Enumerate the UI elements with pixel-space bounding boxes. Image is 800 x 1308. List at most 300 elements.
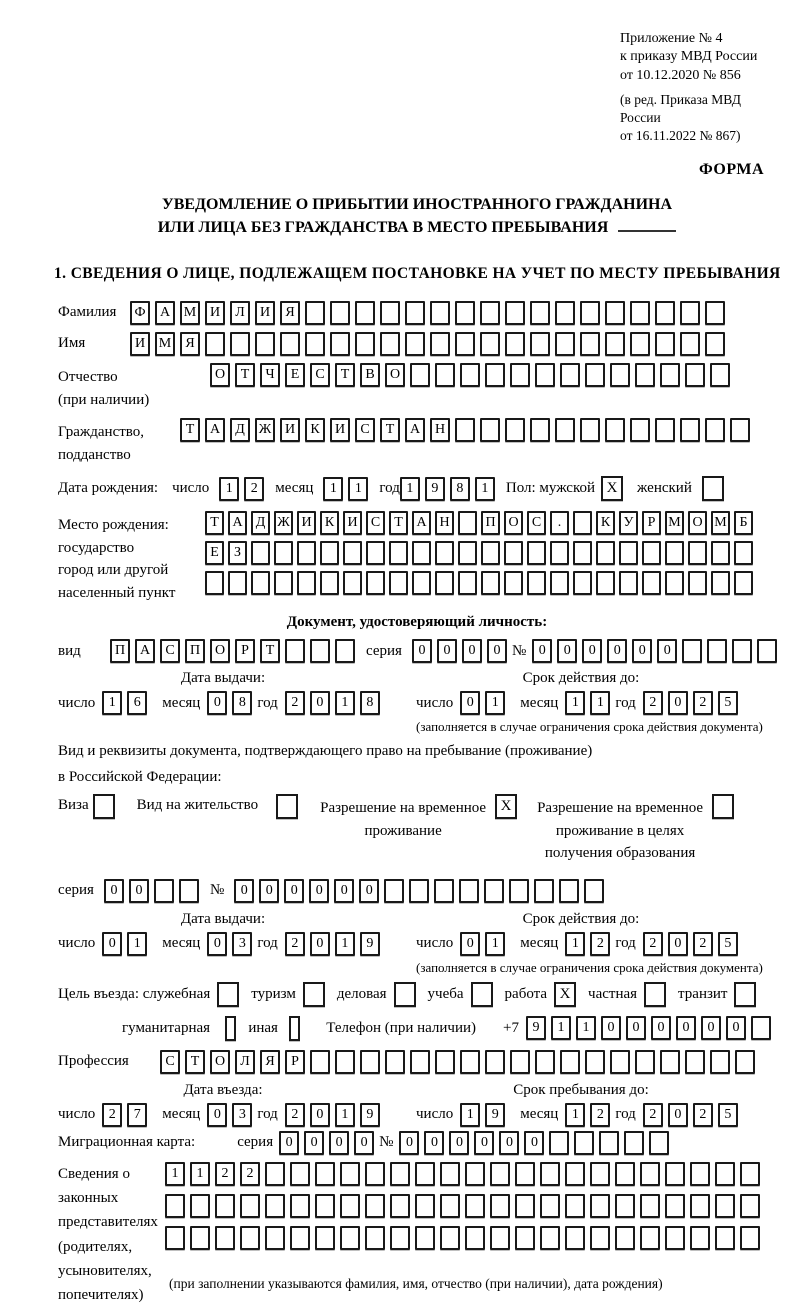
char-cell[interactable]: Л bbox=[230, 301, 250, 325]
char-cell[interactable] bbox=[410, 363, 430, 387]
purpose-official-checkbox[interactable] bbox=[217, 982, 239, 1007]
char-cell[interactable]: П bbox=[110, 639, 130, 663]
char-cell[interactable]: И bbox=[280, 418, 300, 442]
char-cell[interactable]: М bbox=[665, 511, 684, 535]
char-cell[interactable] bbox=[590, 1162, 610, 1186]
char-cell[interactable]: А bbox=[135, 639, 155, 663]
temp-residence-checkbox[interactable]: X bbox=[495, 794, 517, 819]
char-cell[interactable] bbox=[555, 418, 575, 442]
char-cell[interactable] bbox=[340, 1162, 360, 1186]
char-cell[interactable] bbox=[460, 363, 480, 387]
char-cell[interactable] bbox=[585, 363, 605, 387]
char-cell[interactable] bbox=[527, 541, 546, 565]
char-cell[interactable]: И bbox=[330, 418, 350, 442]
char-cell[interactable]: П bbox=[185, 639, 205, 663]
char-cell[interactable]: К bbox=[305, 418, 325, 442]
char-cell[interactable] bbox=[665, 541, 684, 565]
char-cell[interactable] bbox=[655, 301, 675, 325]
char-cell[interactable] bbox=[265, 1226, 285, 1250]
char-cell[interactable] bbox=[732, 639, 752, 663]
char-cell[interactable] bbox=[465, 1226, 485, 1250]
char-cell[interactable]: С bbox=[366, 511, 385, 535]
char-cell[interactable] bbox=[624, 1131, 644, 1155]
char-cell[interactable]: 2 bbox=[643, 932, 663, 956]
char-cell[interactable] bbox=[310, 1050, 330, 1074]
char-cell[interactable]: О bbox=[385, 363, 405, 387]
char-cell[interactable] bbox=[530, 332, 550, 356]
char-cell[interactable] bbox=[711, 571, 730, 595]
char-cell[interactable]: Я bbox=[180, 332, 200, 356]
char-cell[interactable]: 0 bbox=[310, 932, 330, 956]
char-cell[interactable] bbox=[735, 1050, 755, 1074]
char-cell[interactable] bbox=[540, 1162, 560, 1186]
char-cell[interactable]: З bbox=[228, 541, 247, 565]
char-cell[interactable] bbox=[310, 639, 330, 663]
char-cell[interactable]: 8 bbox=[450, 477, 470, 501]
char-cell[interactable]: Е bbox=[285, 363, 305, 387]
char-cell[interactable] bbox=[251, 541, 270, 565]
char-cell[interactable]: Б bbox=[734, 511, 753, 535]
char-cell[interactable]: И bbox=[130, 332, 150, 356]
char-cell[interactable] bbox=[535, 363, 555, 387]
char-cell[interactable]: 1 bbox=[460, 1103, 480, 1127]
char-cell[interactable]: 2 bbox=[102, 1103, 122, 1127]
char-cell[interactable] bbox=[649, 1131, 669, 1155]
char-cell[interactable] bbox=[682, 639, 702, 663]
char-cell[interactable] bbox=[710, 1050, 730, 1074]
temp-edu-checkbox[interactable] bbox=[712, 794, 734, 819]
char-cell[interactable] bbox=[757, 639, 777, 663]
char-cell[interactable] bbox=[485, 1050, 505, 1074]
char-cell[interactable] bbox=[440, 1162, 460, 1186]
char-cell[interactable] bbox=[430, 332, 450, 356]
char-cell[interactable]: 0 bbox=[399, 1131, 419, 1155]
char-cell[interactable] bbox=[509, 879, 529, 903]
purpose-business-checkbox[interactable] bbox=[394, 982, 416, 1007]
char-cell[interactable] bbox=[240, 1226, 260, 1250]
char-cell[interactable] bbox=[642, 571, 661, 595]
char-cell[interactable] bbox=[215, 1226, 235, 1250]
char-cell[interactable] bbox=[215, 1194, 235, 1218]
char-cell[interactable]: С bbox=[160, 639, 180, 663]
char-cell[interactable] bbox=[680, 301, 700, 325]
char-cell[interactable]: О bbox=[210, 1050, 230, 1074]
char-cell[interactable] bbox=[415, 1162, 435, 1186]
char-cell[interactable]: 0 bbox=[462, 639, 482, 663]
char-cell[interactable] bbox=[610, 1050, 630, 1074]
char-cell[interactable]: . bbox=[550, 511, 569, 535]
char-cell[interactable]: 1 bbox=[127, 932, 147, 956]
char-cell[interactable] bbox=[315, 1194, 335, 1218]
char-cell[interactable]: 1 bbox=[348, 477, 368, 501]
char-cell[interactable] bbox=[480, 332, 500, 356]
char-cell[interactable]: 1 bbox=[485, 932, 505, 956]
char-cell[interactable] bbox=[515, 1162, 535, 1186]
char-cell[interactable]: 2 bbox=[285, 932, 305, 956]
char-cell[interactable] bbox=[510, 1050, 530, 1074]
char-cell[interactable] bbox=[365, 1162, 385, 1186]
char-cell[interactable]: Л bbox=[235, 1050, 255, 1074]
char-cell[interactable] bbox=[549, 1131, 569, 1155]
char-cell[interactable]: Ж bbox=[274, 511, 293, 535]
char-cell[interactable] bbox=[705, 418, 725, 442]
char-cell[interactable] bbox=[385, 1050, 405, 1074]
char-cell[interactable] bbox=[640, 1194, 660, 1218]
char-cell[interactable] bbox=[458, 571, 477, 595]
char-cell[interactable] bbox=[480, 418, 500, 442]
char-cell[interactable] bbox=[619, 541, 638, 565]
char-cell[interactable]: 9 bbox=[425, 477, 445, 501]
char-cell[interactable] bbox=[305, 332, 325, 356]
char-cell[interactable] bbox=[596, 541, 615, 565]
char-cell[interactable]: 0 bbox=[582, 639, 602, 663]
char-cell[interactable]: Ч bbox=[260, 363, 280, 387]
char-cell[interactable] bbox=[380, 301, 400, 325]
char-cell[interactable] bbox=[515, 1226, 535, 1250]
char-cell[interactable] bbox=[630, 332, 650, 356]
char-cell[interactable]: 8 bbox=[232, 691, 252, 715]
char-cell[interactable] bbox=[480, 301, 500, 325]
char-cell[interactable]: К bbox=[596, 511, 615, 535]
char-cell[interactable]: О bbox=[210, 639, 230, 663]
char-cell[interactable]: 3 bbox=[232, 1103, 252, 1127]
residence-permit-checkbox[interactable] bbox=[276, 794, 298, 819]
char-cell[interactable] bbox=[740, 1194, 760, 1218]
char-cell[interactable]: 1 bbox=[335, 1103, 355, 1127]
char-cell[interactable]: 1 bbox=[485, 691, 505, 715]
char-cell[interactable] bbox=[751, 1016, 771, 1040]
purpose-tourism-checkbox[interactable] bbox=[303, 982, 325, 1007]
char-cell[interactable] bbox=[565, 1226, 585, 1250]
char-cell[interactable]: О bbox=[210, 363, 230, 387]
char-cell[interactable]: 1 bbox=[590, 691, 610, 715]
char-cell[interactable] bbox=[555, 332, 575, 356]
char-cell[interactable]: 1 bbox=[219, 477, 239, 501]
char-cell[interactable]: 0 bbox=[359, 879, 379, 903]
char-cell[interactable] bbox=[580, 301, 600, 325]
purpose-study-checkbox[interactable] bbox=[471, 982, 493, 1007]
char-cell[interactable]: Н bbox=[430, 418, 450, 442]
char-cell[interactable] bbox=[615, 1162, 635, 1186]
char-cell[interactable] bbox=[455, 418, 475, 442]
char-cell[interactable]: С bbox=[355, 418, 375, 442]
char-cell[interactable] bbox=[459, 879, 479, 903]
char-cell[interactable] bbox=[274, 571, 293, 595]
char-cell[interactable] bbox=[490, 1194, 510, 1218]
char-cell[interactable] bbox=[510, 363, 530, 387]
char-cell[interactable]: 1 bbox=[551, 1016, 571, 1040]
char-cell[interactable] bbox=[688, 571, 707, 595]
char-cell[interactable] bbox=[390, 1194, 410, 1218]
char-cell[interactable] bbox=[705, 301, 725, 325]
char-cell[interactable] bbox=[615, 1194, 635, 1218]
char-cell[interactable] bbox=[565, 1194, 585, 1218]
char-cell[interactable] bbox=[230, 332, 250, 356]
char-cell[interactable] bbox=[455, 332, 475, 356]
purpose-private-checkbox[interactable] bbox=[644, 982, 666, 1007]
char-cell[interactable] bbox=[504, 541, 523, 565]
char-cell[interactable]: В bbox=[360, 363, 380, 387]
char-cell[interactable]: 2 bbox=[693, 1103, 713, 1127]
sex-female-checkbox[interactable] bbox=[702, 476, 724, 501]
char-cell[interactable] bbox=[599, 1131, 619, 1155]
char-cell[interactable]: 0 bbox=[726, 1016, 746, 1040]
char-cell[interactable] bbox=[635, 1050, 655, 1074]
char-cell[interactable] bbox=[154, 879, 174, 903]
char-cell[interactable] bbox=[559, 879, 579, 903]
char-cell[interactable] bbox=[335, 639, 355, 663]
char-cell[interactable] bbox=[265, 1194, 285, 1218]
char-cell[interactable] bbox=[365, 1226, 385, 1250]
char-cell[interactable] bbox=[405, 301, 425, 325]
title-blank-line[interactable] bbox=[618, 230, 676, 232]
char-cell[interactable] bbox=[390, 1226, 410, 1250]
char-cell[interactable]: О bbox=[688, 511, 707, 535]
char-cell[interactable] bbox=[550, 571, 569, 595]
char-cell[interactable]: Т bbox=[335, 363, 355, 387]
char-cell[interactable] bbox=[580, 418, 600, 442]
char-cell[interactable]: 0 bbox=[524, 1131, 544, 1155]
char-cell[interactable] bbox=[640, 1162, 660, 1186]
char-cell[interactable]: Р bbox=[235, 639, 255, 663]
char-cell[interactable] bbox=[485, 363, 505, 387]
char-cell[interactable] bbox=[690, 1162, 710, 1186]
char-cell[interactable] bbox=[605, 418, 625, 442]
char-cell[interactable]: 1 bbox=[565, 932, 585, 956]
char-cell[interactable]: С bbox=[310, 363, 330, 387]
char-cell[interactable] bbox=[265, 1162, 285, 1186]
char-cell[interactable] bbox=[680, 332, 700, 356]
char-cell[interactable]: 0 bbox=[207, 691, 227, 715]
char-cell[interactable] bbox=[619, 571, 638, 595]
char-cell[interactable]: 0 bbox=[329, 1131, 349, 1155]
char-cell[interactable] bbox=[343, 571, 362, 595]
char-cell[interactable] bbox=[565, 1162, 585, 1186]
char-cell[interactable] bbox=[435, 541, 454, 565]
char-cell[interactable]: И bbox=[343, 511, 362, 535]
char-cell[interactable]: 9 bbox=[360, 1103, 380, 1127]
char-cell[interactable]: 2 bbox=[590, 932, 610, 956]
char-cell[interactable]: 5 bbox=[718, 691, 738, 715]
char-cell[interactable] bbox=[642, 541, 661, 565]
char-cell[interactable]: Е bbox=[205, 541, 224, 565]
char-cell[interactable]: 0 bbox=[460, 691, 480, 715]
char-cell[interactable] bbox=[635, 363, 655, 387]
char-cell[interactable] bbox=[440, 1194, 460, 1218]
char-cell[interactable]: 3 bbox=[232, 932, 252, 956]
char-cell[interactable]: 0 bbox=[284, 879, 304, 903]
char-cell[interactable] bbox=[665, 1226, 685, 1250]
char-cell[interactable] bbox=[734, 571, 753, 595]
char-cell[interactable]: Я bbox=[280, 301, 300, 325]
char-cell[interactable]: 1 bbox=[190, 1162, 210, 1186]
char-cell[interactable] bbox=[320, 541, 339, 565]
char-cell[interactable] bbox=[484, 879, 504, 903]
char-cell[interactable]: 2 bbox=[643, 1103, 663, 1127]
char-cell[interactable] bbox=[409, 879, 429, 903]
char-cell[interactable]: 5 bbox=[718, 932, 738, 956]
char-cell[interactable] bbox=[290, 1226, 310, 1250]
char-cell[interactable]: 0 bbox=[668, 932, 688, 956]
char-cell[interactable] bbox=[505, 301, 525, 325]
char-cell[interactable]: 1 bbox=[475, 477, 495, 501]
char-cell[interactable]: 1 bbox=[323, 477, 343, 501]
char-cell[interactable]: 0 bbox=[424, 1131, 444, 1155]
char-cell[interactable] bbox=[660, 363, 680, 387]
char-cell[interactable] bbox=[240, 1194, 260, 1218]
char-cell[interactable] bbox=[335, 1050, 355, 1074]
char-cell[interactable] bbox=[560, 1050, 580, 1074]
char-cell[interactable]: У bbox=[619, 511, 638, 535]
char-cell[interactable]: 0 bbox=[607, 639, 627, 663]
char-cell[interactable]: И bbox=[255, 301, 275, 325]
char-cell[interactable] bbox=[573, 571, 592, 595]
char-cell[interactable]: Н bbox=[435, 511, 454, 535]
char-cell[interactable] bbox=[715, 1226, 735, 1250]
char-cell[interactable]: Т bbox=[235, 363, 255, 387]
char-cell[interactable] bbox=[415, 1194, 435, 1218]
char-cell[interactable] bbox=[490, 1226, 510, 1250]
char-cell[interactable] bbox=[665, 1194, 685, 1218]
purpose-other-checkbox[interactable] bbox=[289, 1016, 300, 1041]
char-cell[interactable] bbox=[380, 332, 400, 356]
char-cell[interactable] bbox=[707, 639, 727, 663]
char-cell[interactable] bbox=[655, 332, 675, 356]
char-cell[interactable] bbox=[685, 1050, 705, 1074]
char-cell[interactable] bbox=[584, 879, 604, 903]
char-cell[interactable]: 9 bbox=[526, 1016, 546, 1040]
char-cell[interactable]: Д bbox=[230, 418, 250, 442]
char-cell[interactable]: Т bbox=[389, 511, 408, 535]
char-cell[interactable] bbox=[455, 301, 475, 325]
char-cell[interactable] bbox=[630, 418, 650, 442]
char-cell[interactable] bbox=[665, 1162, 685, 1186]
char-cell[interactable]: 0 bbox=[309, 879, 329, 903]
char-cell[interactable] bbox=[205, 332, 225, 356]
char-cell[interactable]: 0 bbox=[676, 1016, 696, 1040]
char-cell[interactable]: Ф bbox=[130, 301, 150, 325]
char-cell[interactable]: М bbox=[180, 301, 200, 325]
char-cell[interactable] bbox=[574, 1131, 594, 1155]
char-cell[interactable] bbox=[410, 1050, 430, 1074]
char-cell[interactable]: 1 bbox=[102, 691, 122, 715]
char-cell[interactable]: 0 bbox=[601, 1016, 621, 1040]
char-cell[interactable] bbox=[390, 1162, 410, 1186]
char-cell[interactable]: 0 bbox=[437, 639, 457, 663]
char-cell[interactable] bbox=[585, 1050, 605, 1074]
char-cell[interactable] bbox=[490, 1162, 510, 1186]
char-cell[interactable] bbox=[505, 332, 525, 356]
char-cell[interactable] bbox=[190, 1226, 210, 1250]
char-cell[interactable]: 7 bbox=[127, 1103, 147, 1127]
char-cell[interactable] bbox=[690, 1194, 710, 1218]
char-cell[interactable]: П bbox=[481, 511, 500, 535]
char-cell[interactable]: 0 bbox=[701, 1016, 721, 1040]
char-cell[interactable] bbox=[481, 571, 500, 595]
char-cell[interactable] bbox=[580, 332, 600, 356]
char-cell[interactable]: Ж bbox=[255, 418, 275, 442]
char-cell[interactable]: 0 bbox=[104, 879, 124, 903]
char-cell[interactable] bbox=[458, 511, 477, 535]
char-cell[interactable]: И bbox=[205, 301, 225, 325]
char-cell[interactable]: Т bbox=[185, 1050, 205, 1074]
char-cell[interactable] bbox=[355, 301, 375, 325]
char-cell[interactable] bbox=[680, 418, 700, 442]
char-cell[interactable] bbox=[251, 571, 270, 595]
char-cell[interactable]: 0 bbox=[487, 639, 507, 663]
char-cell[interactable] bbox=[315, 1226, 335, 1250]
char-cell[interactable] bbox=[555, 301, 575, 325]
char-cell[interactable]: 0 bbox=[234, 879, 254, 903]
char-cell[interactable] bbox=[715, 1194, 735, 1218]
char-cell[interactable] bbox=[330, 332, 350, 356]
char-cell[interactable]: 0 bbox=[102, 932, 122, 956]
char-cell[interactable]: 0 bbox=[334, 879, 354, 903]
char-cell[interactable] bbox=[530, 418, 550, 442]
char-cell[interactable] bbox=[688, 541, 707, 565]
char-cell[interactable]: 0 bbox=[207, 1103, 227, 1127]
char-cell[interactable]: 0 bbox=[499, 1131, 519, 1155]
char-cell[interactable]: И bbox=[297, 511, 316, 535]
char-cell[interactable] bbox=[590, 1194, 610, 1218]
char-cell[interactable]: 1 bbox=[335, 691, 355, 715]
char-cell[interactable] bbox=[355, 332, 375, 356]
char-cell[interactable]: 0 bbox=[657, 639, 677, 663]
char-cell[interactable] bbox=[165, 1226, 185, 1250]
char-cell[interactable]: Т bbox=[180, 418, 200, 442]
purpose-work-checkbox[interactable]: X bbox=[554, 982, 576, 1007]
char-cell[interactable]: 6 bbox=[127, 691, 147, 715]
char-cell[interactable] bbox=[710, 363, 730, 387]
char-cell[interactable]: 9 bbox=[485, 1103, 505, 1127]
char-cell[interactable]: 0 bbox=[304, 1131, 324, 1155]
char-cell[interactable] bbox=[527, 571, 546, 595]
char-cell[interactable]: 5 bbox=[718, 1103, 738, 1127]
char-cell[interactable]: 1 bbox=[165, 1162, 185, 1186]
char-cell[interactable] bbox=[415, 1226, 435, 1250]
char-cell[interactable]: 0 bbox=[668, 1103, 688, 1127]
char-cell[interactable] bbox=[412, 571, 431, 595]
char-cell[interactable] bbox=[573, 541, 592, 565]
char-cell[interactable]: 0 bbox=[632, 639, 652, 663]
char-cell[interactable] bbox=[280, 332, 300, 356]
char-cell[interactable]: Р bbox=[642, 511, 661, 535]
char-cell[interactable]: 0 bbox=[474, 1131, 494, 1155]
char-cell[interactable] bbox=[734, 541, 753, 565]
char-cell[interactable]: 0 bbox=[449, 1131, 469, 1155]
char-cell[interactable]: 0 bbox=[460, 932, 480, 956]
char-cell[interactable]: А bbox=[155, 301, 175, 325]
char-cell[interactable]: 0 bbox=[279, 1131, 299, 1155]
char-cell[interactable]: 9 bbox=[360, 932, 380, 956]
char-cell[interactable]: 2 bbox=[590, 1103, 610, 1127]
char-cell[interactable] bbox=[504, 571, 523, 595]
char-cell[interactable]: 0 bbox=[651, 1016, 671, 1040]
char-cell[interactable] bbox=[465, 1162, 485, 1186]
char-cell[interactable] bbox=[590, 1226, 610, 1250]
char-cell[interactable]: О bbox=[504, 511, 523, 535]
char-cell[interactable]: А bbox=[412, 511, 431, 535]
char-cell[interactable] bbox=[205, 571, 224, 595]
char-cell[interactable]: 2 bbox=[693, 691, 713, 715]
char-cell[interactable]: Я bbox=[260, 1050, 280, 1074]
char-cell[interactable] bbox=[228, 571, 247, 595]
char-cell[interactable] bbox=[274, 541, 293, 565]
char-cell[interactable] bbox=[534, 879, 554, 903]
char-cell[interactable]: 2 bbox=[285, 1103, 305, 1127]
char-cell[interactable] bbox=[430, 301, 450, 325]
char-cell[interactable] bbox=[366, 541, 385, 565]
